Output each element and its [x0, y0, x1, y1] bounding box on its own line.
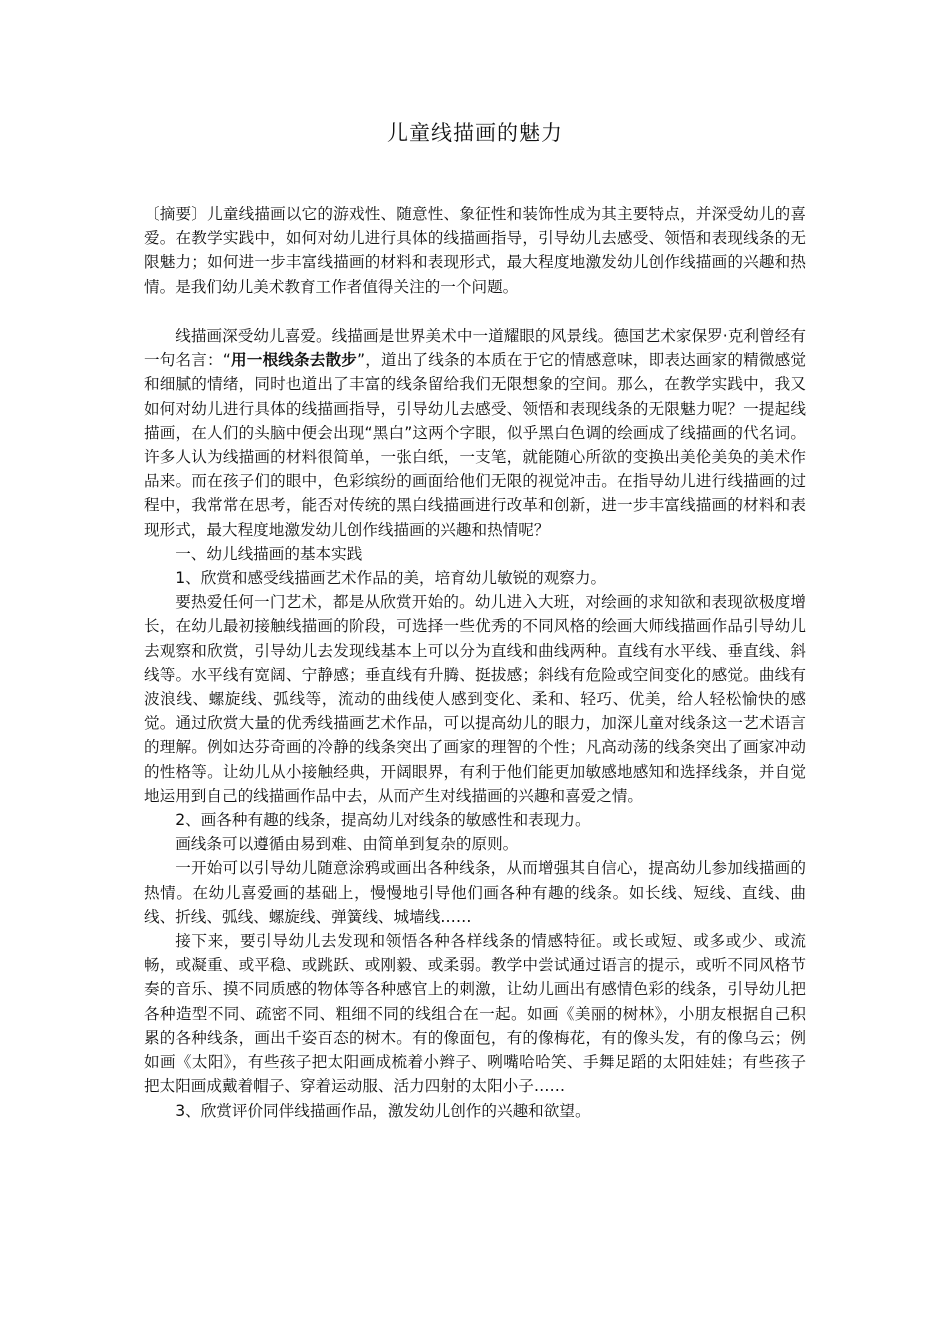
subsection2-paragraph-2: 一开始可以引导幼儿随意涂鸦或画出各种线条，从而增强其自信心，提高幼儿参加线描画的热情。在幼儿喜爱画的基础上，慢慢地引导他们画各种有趣的线条。如长线、短线、直线、曲线、折线、弧线、螺旋线、弹簧线、城墙线…… — [144, 859, 806, 926]
subsection2-heading: 2、画各种有趣的线条，提高幼儿对线条的敏感性和表现力。 — [175, 811, 591, 830]
intro-text-part1: 线描画深受幼儿喜爱。线描画是世界美术中一道耀眼的风景线。德国艺术家保罗·克利曾经有一句名言：“ — [144, 327, 806, 370]
document-title: 儿童线描画的魅力 — [387, 121, 563, 145]
subsection1-heading: 1、欣赏和感受线描画艺术作品的美，培育幼儿敏锐的观察力。 — [175, 569, 607, 588]
subsection2-paragraph-1: 画线条可以遵循由易到难、由简单到复杂的原则。 — [175, 835, 519, 854]
subsection1-paragraph: 要热爱任何一门艺术，都是从欣赏开始的。幼儿进入大班，对绘画的求知欲和表现欲极度增长，在幼儿最初接触线描画的阶段，可选择一些优秀的不同风格的绘画大师线描画作品引导幼儿去观察和欣赏，引导幼儿去发现线基本上可以分为直线和曲线两种。直线有水平线、垂直线、斜线等。水平线有宽阔、宁静感；垂直线有升腾、挺拔感；斜线有危险或空间变化的感觉。曲线有波浪线、螺旋线、弧线等，流动的曲线使人感到变化、柔和、轻巧、优美，给人轻松愉快的感觉。通过欣赏大量的优秀线描画艺术作品，可以提高幼儿的眼力，加深儿童对线条这一艺术语言的理解。例如达芬奇画的冷静的线条突出了画家的理智的个性；凡高动荡的线条突出了画家冲动的性格等。让幼儿从小接触经典，开阔眼界，有利于他们能更加敏感地感知和选择线条，并自觉地运用到自己的线描画作品中去，从而产生对线描画的兴趣和喜爱之情。 — [144, 593, 806, 805]
section1-heading: 一、幼儿线描画的基本实践 — [175, 544, 363, 563]
intro-quote: 用一根线条去散步 — [230, 351, 357, 370]
subsection3-heading: 3、欣赏评价同伴线描画作品，激发幼儿创作的兴趣和欲望。 — [175, 1101, 591, 1120]
subsection2-paragraph-3: 接下来，要引导幼儿去发现和领悟各种各样线条的情感特征。或长或短、或多或少、或流畅，或凝重、或平稳、或跳跃、或刚毅、或柔弱。教学中尝试通过语言的提示，或听不同风格节奏的音乐、摸不同质感的物体等各种感官上的刺激，让幼儿画出有感情色彩的线条，引导幼儿把各种造型不同、疏密不同、粗细不同的线组合在一起。如画《美丽的树林》，小朋友根据自己积累的各种线条，画出千姿百态的树木。有的像面包，有的像梅花，有的像头发，有的像乌云；例如画《太阳》，有些孩子把太阳画成梳着小辫子、咧嘴哈哈笑、手舞足蹈的太阳娃娃；有些孩子把太阳画成戴着帽子、穿着运动服、活力四射的太阳小子…… — [144, 932, 806, 1096]
abstract-block — [144, 202, 806, 299]
abstract-paragraph: 〔摘要〕儿童线描画以它的游戏性、随意性、象征性和装饰性成为其主要特点，并深受幼儿的喜爱。在教学实践中，如何对幼儿进行具体的线描画指导，引导幼儿去感受、领悟和表现线条的无限魅力；如何进一步丰富线描画的材料和表现形式，最大程度地激发幼儿创作线描画的兴趣和热情。是我们幼儿美术教育工作者值得关注的一个问题。 — [144, 205, 806, 296]
body-content — [144, 324, 806, 1123]
intro-paragraph — [144, 324, 806, 542]
intro-text-part2: ”，道出了线条的本质在于它的情感意味，即表达画家的精微感觉和细腻的情绪，同时也道出了丰富的线条留给我们无限想象的空间。那么，在教学实践中，我又如何对幼儿进行具体的线描画指导，引导幼儿去感受、领悟和表现线条的无限魅力呢？一提起线描画，在人们的头脑中便会出现“黑白”这两个字眼，似乎黑白色调的绘画成了线描画的代名词。许多人认为线描画的材料很简单，一张白纸，一支笔，就能随心所欲的变换出美伦美奂的美术作品来。而在孩子们的眼中，色彩缤纷的画面给他们无限的视觉冲击。在指导幼儿进行线描画的过程中，我常常在思考，能否对传统的黑白线描画进行改革和创新，进一步丰富线描画的材料和表现形式，最大程度地激发幼儿创作线描画的兴趣和热情呢？ — [144, 351, 806, 539]
